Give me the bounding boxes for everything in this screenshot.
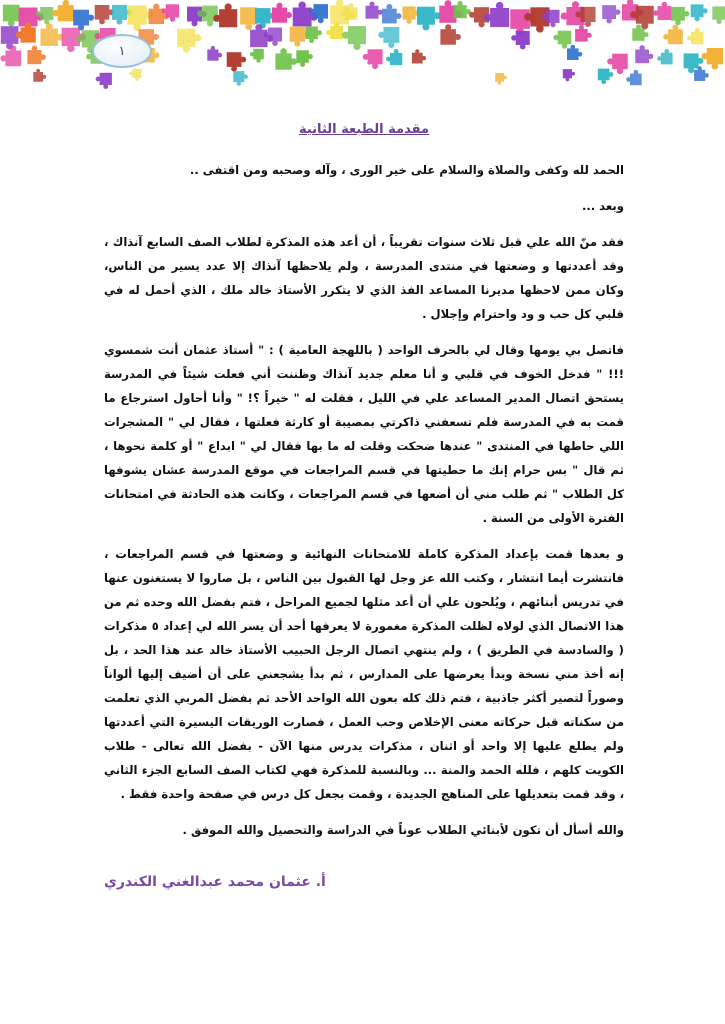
paragraph-opening: الحمد لله وكفى والصلاة والسلام على خير الورى ، وآله وصحبه ومن اقتفى .. xyxy=(189,163,624,177)
puzzle-piece xyxy=(694,66,709,81)
puzzle-piece xyxy=(275,48,297,70)
puzzle-piece xyxy=(342,26,366,50)
puzzle-piece xyxy=(233,71,248,86)
page-title: مقدمة الطبعة الثانية xyxy=(298,122,430,137)
puzzle-piece xyxy=(553,31,571,49)
puzzle-piece xyxy=(701,48,723,70)
paragraph-closing: والله أسأل أن تكون لأبنائي الطلاب عوناً في الدراسة والتحصيل والله الموفق . xyxy=(182,823,624,837)
puzzle-piece xyxy=(440,24,460,44)
puzzle-piece xyxy=(227,52,246,71)
puzzle-piece xyxy=(162,4,179,21)
puzzle-piece xyxy=(563,69,575,81)
puzzle-piece xyxy=(0,45,21,66)
puzzle-piece xyxy=(635,45,653,63)
puzzle-piece xyxy=(36,7,53,24)
puzzle-piece xyxy=(129,69,141,81)
puzzle-piece xyxy=(73,10,94,31)
puzzle-piece xyxy=(386,49,402,65)
puzzle-piece xyxy=(250,49,264,63)
puzzle-piece xyxy=(53,0,74,21)
puzzle-piece xyxy=(96,73,112,89)
puzzle-piece xyxy=(177,29,201,53)
puzzle-piece xyxy=(626,70,641,85)
paragraph-wabaad: وبعد ... xyxy=(581,199,624,213)
puzzle-piece xyxy=(598,69,613,84)
author-signature: أ. عثمان محمد عبدالغني الكندري xyxy=(104,874,326,890)
puzzle-piece xyxy=(687,28,703,44)
puzzle-piece xyxy=(33,69,46,82)
paragraph-background: فقد منّ الله علي قبل ثلاث سنوات تقريباً ، أن أعد هذه المذكرة لطلاب الصف السابع آنذاك ، وقد أعددتها و وضعتها في منتدى المدرسة ، ولم يلاحظها آنذاك إلا عدد يسير من الناس، وكان ممن لاحظها مديرنا المساعد الفذ الذي لا يتكرر الأستاذ خالد ملك ، الذي أحمل له في قلبي كل حب و ود واحترام وإجلال . xyxy=(104,235,624,321)
puzzle-piece xyxy=(495,73,507,85)
puzzle-piece xyxy=(296,50,313,67)
puzzle-piece xyxy=(363,49,383,69)
puzzle-piece xyxy=(653,2,671,20)
paragraph-spread: و بعدها قمت بإعداد المذكرة كاملة للامتحانات النهائية و وضعتها في قسم المراجعات ، فانتشرت أيما انتشار ، وكتب الله عز وجل لها القبول بين الناس ، بل صاروا لا يستغنون عنها في تدريس أبنائهم ، ويُلحون علي أن أعد مثلها لجميع المراحل ، فتم بفضل الله وحده ثم من هذا الاتصال الذي لولاه لظلت المذكرة مغمورة لا يعرفها أحد أن يسر الله لي إعداد ٥ مذكرات ( والسادسة في الطريق ) ، ولم ينتهي اتصال الرجل الحبيب الأستاذ خالد عند هذا الحد ، بل إنه أخذ مني نسخة وبدأ يعرضها على المدارس ، ثم بدأ يشجعني على أن أضيف إليها ألواناً وصوراً لتصير أكثر جاذبية ، فتم ذلك كله بعون الله الواحد الأحد ثم بفضل المربي الذي تعلمت من سكناته قبل حركاته معنى الإخلاص وحب العمل ، فصارت الوريقات اليسيرة التي أعددتها ولم يطلع عليها إلا واحد أو اثنان ، مذكرات يدرس منها الآن - بفضل الله تعالى - طلاب الكويت كلهم ، فلله الحمد والمنة ... وبالنسبة للمذكرة فهي لكتاب الصف السابع الجزء الثاني ، وقد قمت بتعديلها على المناهج الجديدة ، وقمت بجعل كل درس في صفحة واحدة فقط . xyxy=(104,547,624,801)
puzzle-piece xyxy=(607,54,628,75)
puzzle-piece xyxy=(305,27,322,44)
puzzle-piece xyxy=(484,2,509,27)
puzzle-piece xyxy=(366,2,383,19)
paragraph-phone-call: فاتصل بي يومها وقال لي بالحرف الواحد ( باللهجة العامية ) : " أستاذ عثمان أنت شمسوي !!! " فدخل الخوف في قلبي و أنا معلم جديد آنذاك وظننت أني فعلت شيئاً في المدرسة يستحق اتصال المدير المساعد علي في الليل ، فقلت له " خيراً ؟! " وأنا أحاول استرجاع ما قمت به في المدرسة فلم تسعفني ذاكرتي بمصيبة أو كارثة فعلتها ، فقال لي " المشجرات اللي حاطها في المنتدى " عندها ضحكت وقلت له ما بها فقال لي " ابداع " أو كلمة نحوها ، ثم قال " بس حرام إنك ما حطيتها في قسم المراجعات في موقع المدرسة عشان يشوفها كل الطلاب " ثم طلب مني أن أضعها في قسم المراجعات ، وكانت هذه الحادثة في امتحانات الفترة الأولى من السنة . xyxy=(104,343,624,525)
puzzle-piece xyxy=(657,49,672,64)
puzzle-piece xyxy=(27,46,46,65)
puzzle-piece xyxy=(575,25,592,42)
puzzle-piece xyxy=(663,25,683,45)
page-number-badge xyxy=(92,34,152,68)
puzzle-piece xyxy=(691,4,708,21)
puzzle-piece xyxy=(207,46,222,61)
page-number: ١ xyxy=(118,43,126,59)
puzzle-piece xyxy=(95,5,114,24)
puzzle-piece xyxy=(417,7,441,31)
puzzle-piece xyxy=(309,4,328,23)
document-body xyxy=(104,118,624,854)
puzzle-piece xyxy=(412,49,426,63)
puzzle-piece xyxy=(378,27,399,48)
puzzle-piece xyxy=(602,5,620,23)
puzzle-piece xyxy=(454,1,471,18)
puzzle-piece xyxy=(712,6,725,24)
puzzle-piece xyxy=(567,45,582,60)
puzzle-piece xyxy=(382,4,401,23)
puzzle-piece xyxy=(511,31,530,50)
puzzle-piece xyxy=(272,3,292,23)
puzzle-piece xyxy=(41,23,64,46)
puzzle-piece xyxy=(671,7,689,25)
puzzle-piece xyxy=(326,22,343,39)
